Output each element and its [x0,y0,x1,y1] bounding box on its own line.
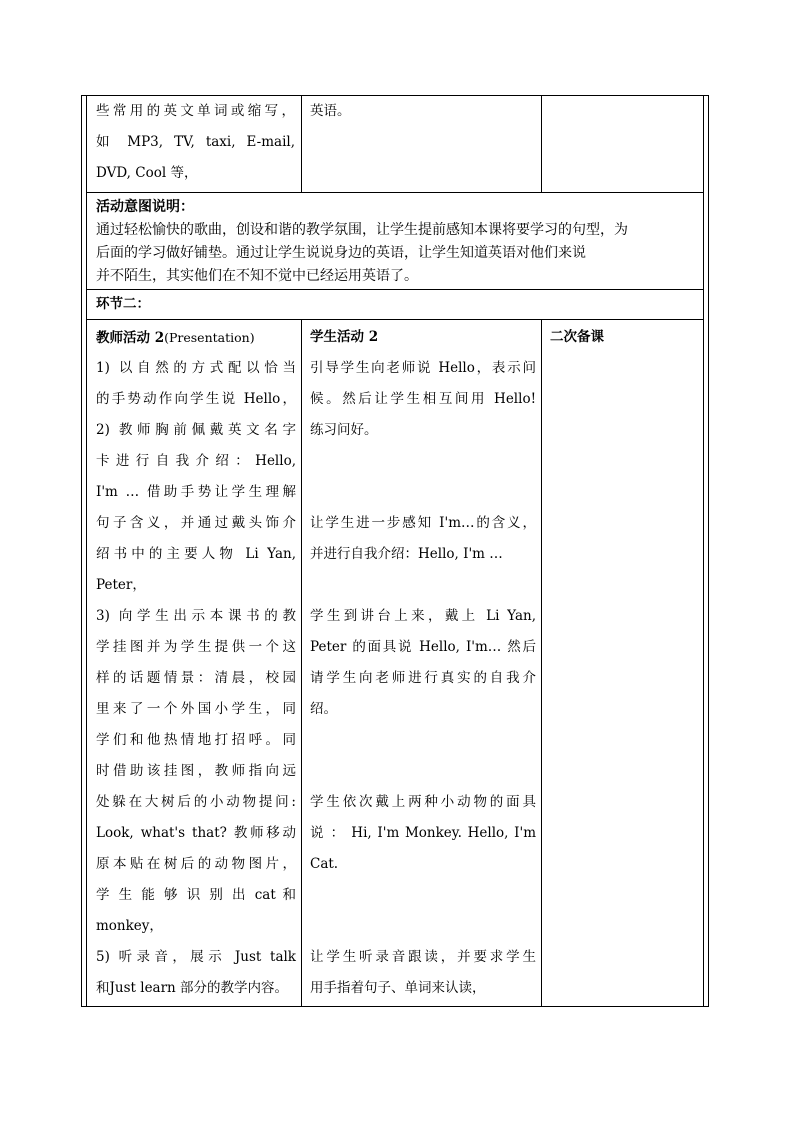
activity-line: monkey， [96,918,163,934]
activity-line: 样的话题情景：清晨，校园 [96,670,296,686]
intent-line: 通过轻松愉快的歌曲，创设和谐的教学氛围，让学生提前感知本课将要学习的句型，为 [96,222,628,238]
activity-line: 和Just learn 部分的教学内容。 [96,980,289,996]
activity-line [310,477,536,508]
row-divider [87,192,703,193]
activity-line: 用手指着句子、单词来认读， [310,980,486,996]
activity-line: 2) 教师胸前佩戴英文名字 [96,422,296,438]
activity-line: 里来了一个外国小学生，同 [96,701,296,717]
activity-line: 3) 向学生出示本课书的教 [96,608,296,624]
row1-line: 英语。 [310,103,351,119]
activity-line: 引导学生向老师说 Hello，表示问 [310,360,536,376]
activity-line: 学们和他热情地打招呼。同 [96,732,296,748]
intent-cell [96,196,700,288]
section-label-cell [96,290,150,319]
activity-line: 学生到讲台上来，戴上 Li Yan, [310,608,536,624]
activity-line: 并进行自我介绍：Hello, I'm … [310,546,503,562]
activity-line: 原本贴在树后的动物图片， [96,856,296,872]
row1-line: 如 MP3, TV, taxi, E-mail, [96,134,295,150]
activity-line: Look, what's that? 教师移动 [96,825,296,841]
column-divider [541,96,542,192]
activity-line: 学挂图并为学生提供一个这 [96,639,296,655]
activity-line: I'm … 借助手势让学生理解 [96,484,296,500]
intent-line: 后面的学习做好铺垫。通过让学生说说身边的英语，让学生知道英语对他们来说 [96,245,586,261]
activity-line: 候。然后让学生相互间用 Hello! [310,391,536,407]
activity-line: 说 ： Hi, I'm Monkey. Hello, I'm [310,825,536,841]
row1-teacher-cell [96,96,295,189]
activity-line: 时借助该挂图，教师指向远 [96,763,296,779]
activity-line: 句子含义，并通过戴头饰介 [96,515,296,531]
teacher-header-title: 教师活动 2 [96,330,165,346]
student-header-title: 学生活动 2 [310,329,379,345]
column-divider [301,96,302,192]
activity-line: 的手势动作向学生说 Hello， [96,391,296,407]
activity-line: 让学生听录音跟读，并要求学生 [310,949,536,965]
column-divider [301,319,302,1006]
teacher-header [96,322,296,354]
student-activity-list [310,353,536,1004]
intent-line: 并不陌生，其实他们在不知不觉中已经运用英语了。 [96,268,418,284]
activity-line: 练习问好。 [310,422,378,438]
prep-header-title: 二次备课 [550,329,604,345]
row1-line: 些常用的英文单词或缩写， [96,103,295,119]
lesson-table [81,95,709,1007]
activity-line: Peter 的面具说 Hello, I'm… 然后 [310,639,536,655]
student-header [310,322,378,353]
activity-line: 1) 以自然的方式配以恰当 [96,360,296,376]
activity-line [310,880,536,911]
activity-line [310,725,536,756]
activity-line: 绍书中的主要人物 Li Yan, [96,546,296,562]
activity-line: 请学生向老师进行真实的自我介 [310,670,536,686]
intent-heading: 活动意图说明： [96,199,194,215]
activity-line: Cat. [310,856,339,872]
activity-line [310,756,536,787]
section-label: 环节二： [96,296,150,312]
column-divider [541,319,542,1006]
activity-line: 让学生进一步感知 I'm…的含义， [310,515,536,531]
activity-line: 处躲在大树后的小动物提问: [96,794,296,810]
row1-student-cell [310,96,535,127]
row-divider [87,289,703,290]
activity-line: 5) 听录音，展示 Just talk [96,949,296,965]
row-divider [87,319,703,320]
row1-line: DVD, Cool 等， [96,165,198,181]
activity-line [310,446,536,477]
prep-header [550,322,604,353]
activity-line: 学生依次戴上两种小动物的面具 [310,794,536,810]
teacher-activity-list [96,353,296,1004]
table-inner-border [86,96,704,1006]
activity-line [310,570,536,601]
activity-line: 绍。 [310,701,337,717]
activity-line: 卡 进 行 自 我 介 绍 ： Hello, [96,453,296,469]
activity-line: 学 生 能 够 识 别 出 cat 和 [96,887,296,903]
teacher-header-subtitle: (Presentation) [164,330,255,345]
activity-line [310,911,536,942]
activity-line: Peter， [96,577,146,593]
prep-notes-cell [550,353,700,993]
